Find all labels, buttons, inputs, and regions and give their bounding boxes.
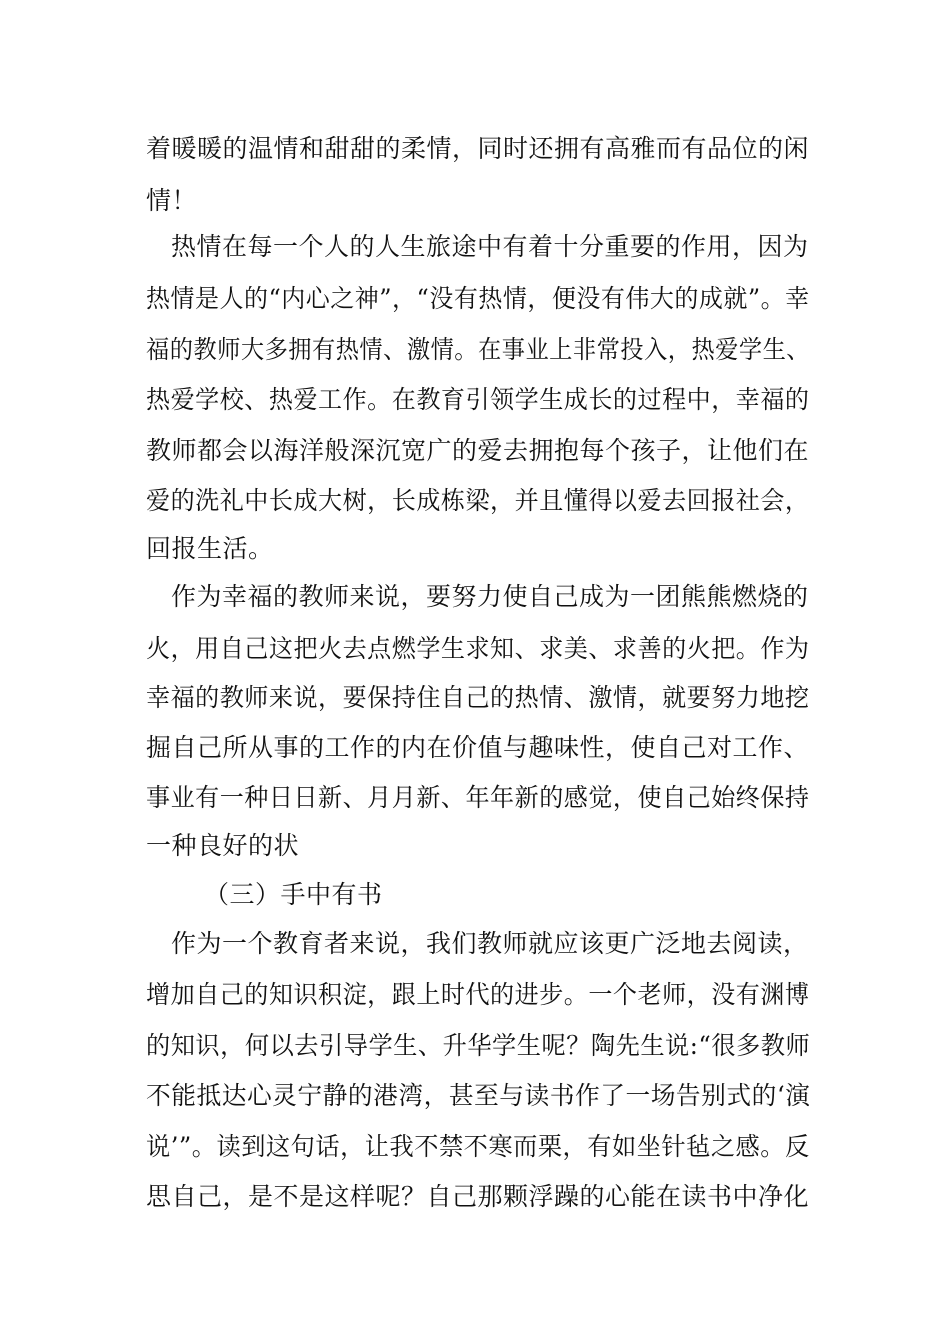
text-line: 的知识，何以去引导学生、升华学生呢？陶先生说:“很多教师 (146, 1031, 811, 1060)
text-line: 爱的洗礼中长成大树，长成栋梁，并且懂得以爱去回报社会， (146, 486, 810, 515)
text-line: 不能抵达心灵宁静的港湾，甚至与读书作了一场告别式的‘演 (146, 1081, 811, 1110)
text-line: 思自己，是不是这样呢？自己那颗浮躁的心能在读书中净化 (146, 1182, 810, 1211)
text-line: 幸福的教师来说，要保持住自己的热情、激情，就要努力地挖 (146, 683, 810, 712)
text-line: 情！ (146, 186, 198, 215)
paragraph-start-line: 热情在每一个人的人生旅途中有着十分重要的作用，因为 (171, 232, 809, 261)
text-line: 一种良好的状 (146, 831, 300, 860)
text-line: 增加自己的知识积淀，跟上时代的进步。一个老师，没有渊博 (146, 980, 810, 1009)
text-line: 福的教师大多拥有热情、激情。在事业上非常投入，热爱学生、 (146, 335, 811, 364)
section-heading: （三）手中有书 (204, 880, 383, 909)
text-line: 说’”。读到这句话，让我不禁不寒而栗，有如坐针毡之感。反 (146, 1132, 810, 1161)
text-line: 火，用自己这把火去点燃学生求知、求美、求善的火把。作为 (146, 634, 810, 663)
paragraph-start-line: 作为幸福的教师来说，要努力使自己成为一团熊熊燃烧的 (171, 582, 809, 611)
text-line: 回报生活。 (146, 534, 274, 563)
text-line: 事业有一种日日新、月月新、年年新的感觉，使自己始终保持 (146, 783, 810, 812)
text-line: 热情是人的“内心之神”，“没有热情，便没有伟大的成就”。幸 (146, 284, 810, 313)
text-line: 教师都会以海洋般深沉宽广的爱去拥抱每个孩子，让他们在 (146, 436, 810, 465)
text-line: 着暖暖的温情和甜甜的柔情，同时还拥有高雅而有品位的闲 (146, 134, 810, 163)
paragraph-start-line: 作为一个教育者来说，我们教师就应该更广泛地去阅读， (171, 929, 809, 958)
text-line: 热爱学校、热爱工作。在教育引领学生成长的过程中，幸福的 (146, 385, 810, 414)
text-line: 掘自己所从事的工作的内在价值与趣味性，使自己对工作、 (146, 733, 810, 762)
